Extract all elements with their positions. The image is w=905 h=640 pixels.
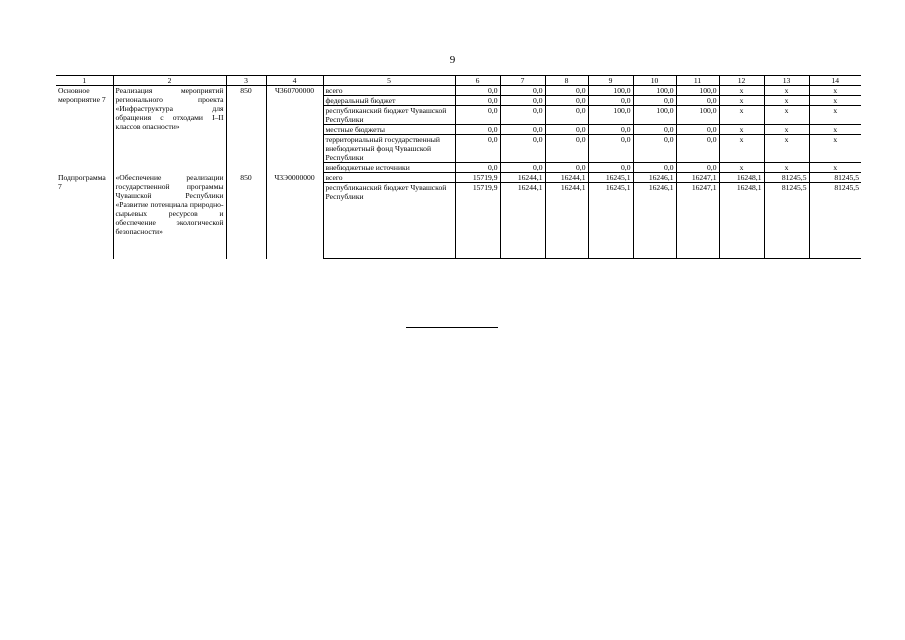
funding-source: республиканский бюджет Чувашской Республики — [323, 183, 455, 259]
row-label: Основное мероприятие 7 — [56, 86, 113, 173]
value-cell: 0,0 — [633, 125, 676, 135]
value-cell: 16244,1 — [500, 173, 545, 183]
value-cell: x — [764, 106, 809, 125]
funding-source: внебюджетные источники — [323, 163, 455, 173]
column-header: 5 — [323, 76, 455, 86]
value-cell: 0,0 — [545, 125, 588, 135]
value-cell: x — [719, 106, 764, 125]
value-cell: 16244,1 — [500, 183, 545, 259]
value-cell: 100,0 — [588, 106, 633, 125]
value-cell: x — [809, 135, 861, 163]
value-cell: x — [719, 163, 764, 173]
column-header: 9 — [588, 76, 633, 86]
value-cell: 16247,1 — [676, 183, 719, 259]
value-cell: x — [809, 125, 861, 135]
budget-table — [56, 75, 861, 259]
value-cell: 100,0 — [633, 106, 676, 125]
value-cell: x — [809, 86, 861, 96]
table-row — [56, 173, 861, 183]
column-header: 7 — [500, 76, 545, 86]
value-cell: x — [764, 135, 809, 163]
value-cell: 0,0 — [588, 96, 633, 106]
value-cell: 0,0 — [545, 135, 588, 163]
value-cell: 16248,1 — [719, 173, 764, 183]
value-cell: 16247,1 — [676, 173, 719, 183]
value-cell: x — [719, 86, 764, 96]
value-cell: 81245,5 — [764, 173, 809, 183]
value-cell: 100,0 — [676, 106, 719, 125]
value-cell: 100,0 — [588, 86, 633, 96]
value-cell: 16245,1 — [588, 173, 633, 183]
table-row — [56, 86, 861, 96]
value-cell: x — [719, 96, 764, 106]
value-cell: 0,0 — [545, 106, 588, 125]
value-cell: 15719,9 — [455, 173, 500, 183]
value-cell: 0,0 — [455, 86, 500, 96]
value-cell: x — [719, 125, 764, 135]
row-classifier: Ч3Э0000000 — [266, 173, 323, 259]
funding-source: территориальный государственный внебюджетный фонд Чувашской Республики — [323, 135, 455, 163]
value-cell: 0,0 — [455, 96, 500, 106]
value-cell: 16248,1 — [719, 183, 764, 259]
value-cell: 16244,1 — [545, 183, 588, 259]
funding-source: всего — [323, 86, 455, 96]
row-classifier: Ч360700000 — [266, 86, 323, 173]
header-row — [56, 76, 861, 86]
value-cell: 0,0 — [633, 163, 676, 173]
value-cell: 0,0 — [676, 163, 719, 173]
column-header: 14 — [809, 76, 861, 86]
value-cell: 0,0 — [455, 135, 500, 163]
value-cell: 0,0 — [588, 163, 633, 173]
value-cell: 0,0 — [500, 96, 545, 106]
column-header: 12 — [719, 76, 764, 86]
value-cell: 15719,9 — [455, 183, 500, 259]
value-cell: 0,0 — [545, 86, 588, 96]
value-cell: 0,0 — [588, 125, 633, 135]
value-cell: 0,0 — [588, 135, 633, 163]
value-cell: x — [809, 96, 861, 106]
value-cell: x — [764, 96, 809, 106]
value-cell: 0,0 — [545, 163, 588, 173]
value-cell: x — [764, 86, 809, 96]
value-cell: 0,0 — [500, 86, 545, 96]
value-cell: 0,0 — [500, 163, 545, 173]
funding-source: федеральный бюджет — [323, 96, 455, 106]
value-cell: 16245,1 — [588, 183, 633, 259]
value-cell: 0,0 — [676, 96, 719, 106]
row-description: «Обеспечение реализации государственной программы Чувашской Республики «Развитие потенциала природно-сырьевых ресурсов и обеспечение экологической безопасности» — [113, 173, 226, 259]
column-header: 4 — [266, 76, 323, 86]
value-cell: x — [764, 163, 809, 173]
value-cell: 81245,5 — [809, 173, 861, 183]
value-cell: 0,0 — [633, 96, 676, 106]
value-cell: 0,0 — [676, 135, 719, 163]
value-cell: 0,0 — [545, 96, 588, 106]
column-header: 13 — [764, 76, 809, 86]
value-cell: 81245,5 — [764, 183, 809, 259]
value-cell: 100,0 — [676, 86, 719, 96]
value-cell: 0,0 — [455, 106, 500, 125]
row-code: 850 — [226, 173, 266, 259]
value-cell: 16244,1 — [545, 173, 588, 183]
funding-source: всего — [323, 173, 455, 183]
value-cell: 16246,1 — [633, 183, 676, 259]
value-cell: x — [764, 125, 809, 135]
column-header: 2 — [113, 76, 226, 86]
value-cell: 16246,1 — [633, 173, 676, 183]
row-label: Подпрограмма 7 — [56, 173, 113, 259]
funding-source: местные бюджеты — [323, 125, 455, 135]
column-header: 1 — [56, 76, 113, 86]
funding-source: республиканский бюджет Чувашской Республики — [323, 106, 455, 125]
value-cell: x — [809, 106, 861, 125]
footer-rule — [406, 327, 498, 328]
page-number: 9 — [449, 54, 456, 66]
column-header: 8 — [545, 76, 588, 86]
value-cell: 0,0 — [500, 106, 545, 125]
column-header: 3 — [226, 76, 266, 86]
value-cell: 0,0 — [455, 163, 500, 173]
value-cell: 0,0 — [455, 125, 500, 135]
column-header: 11 — [676, 76, 719, 86]
value-cell: 0,0 — [676, 125, 719, 135]
row-description: Реализация мероприятий регионального проекта «Инфраструктура для обращения с отходами I–II классов опасности» — [113, 86, 226, 173]
value-cell: 0,0 — [500, 125, 545, 135]
value-cell: 0,0 — [500, 135, 545, 163]
value-cell: x — [719, 135, 764, 163]
value-cell: 81245,5 — [809, 183, 861, 259]
value-cell: 100,0 — [633, 86, 676, 96]
row-code: 850 — [226, 86, 266, 173]
column-header: 10 — [633, 76, 676, 86]
value-cell: 0,0 — [633, 135, 676, 163]
value-cell: x — [809, 163, 861, 173]
column-header: 6 — [455, 76, 500, 86]
